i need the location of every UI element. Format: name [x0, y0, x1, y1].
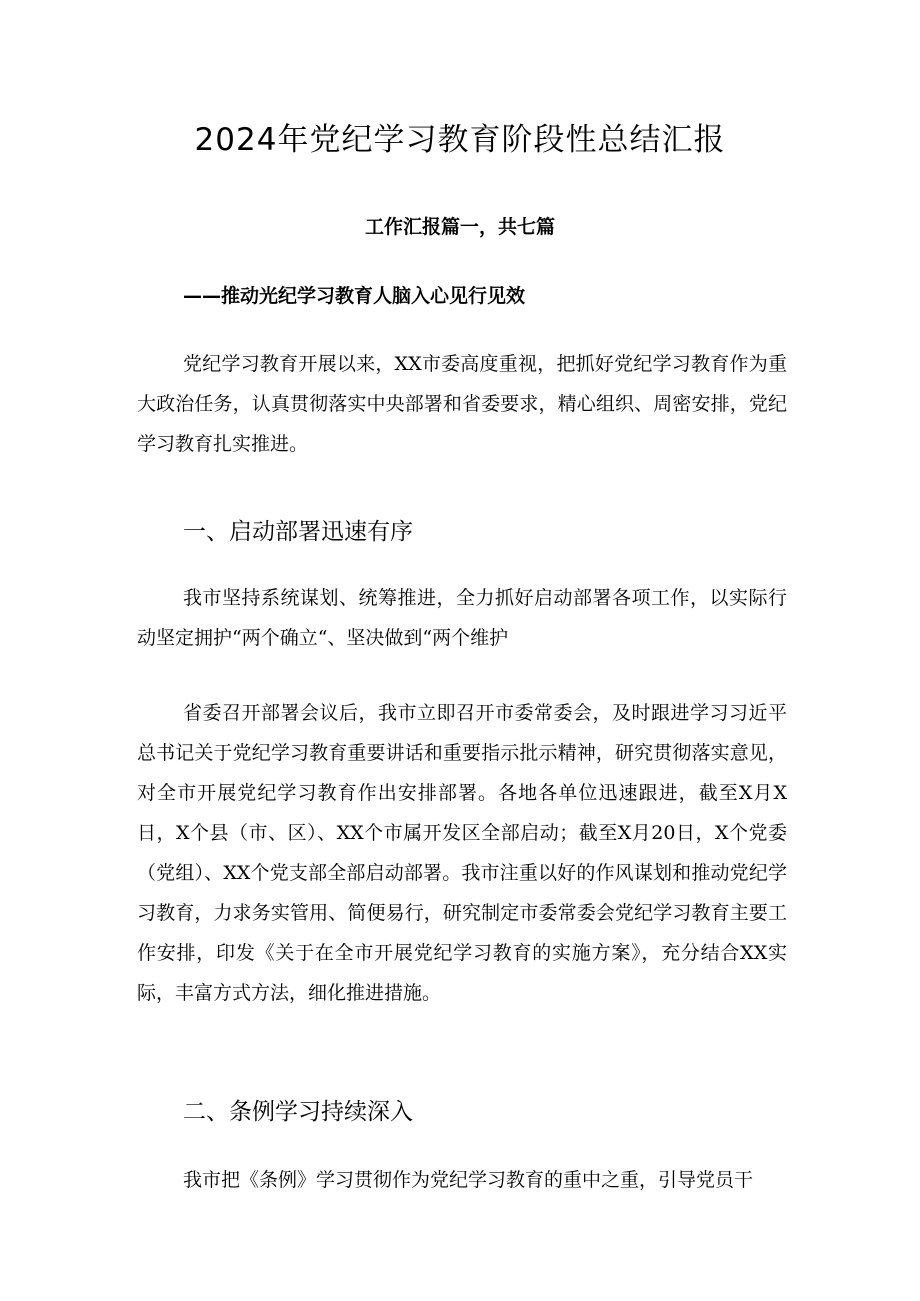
paragraph-section1-b: 省委召开部署会议后，我市立即召开市委常委会，及时跟进学习习近平总书记关于党纪学习教育重要讲话和重要指示批示精神，研究贯彻落实意见，对全市开展党纪学习教育作出安排部署。各地各单位迅速跟进，截至X月X日，X个县（市、区）、XX个市属开发区全部启动；截至X月20日，X个党委（党组）、XX个党支部全部启动部署。我市注重以好的作风谋划和推动党纪学习教育，力求务实管用、简便易行，研究制定市委常委会党纪学习教育主要工作安排，印发《关于在全市开展党纪学习教育的实施方案》，充分结合XX实际，丰富方式方法，细化推进措施。	[137, 702, 787, 1004]
document-tagline: ——推动光纪学习教育人脑入心见行见效	[183, 285, 526, 307]
paragraph-section1-a: 我市坚持系统谋划、统筹推进，全力抓好启动部署各项工作，以实际行动坚定拥护“两个确立“、坚决做到“两个维护	[137, 587, 787, 649]
paragraph-section2-a: 我市把《条例》学习贯彻作为党纪学习教育的重中之重，引导党员干	[183, 1169, 754, 1191]
paragraph-intro: 党纪学习教育开展以来，XX市委高度重视，把抓好党纪学习教育作为重大政治任务，认真贯彻落实中央部署和省委要求，精心组织、周密安排，党纪学习教育扎实推进。	[137, 353, 787, 455]
section-heading-2: 二、条例学习持续深入	[183, 1099, 413, 1125]
document-title: 2024年党纪学习教育阶段性总结汇报	[194, 122, 726, 158]
section-heading-1: 一、启动部署迅速有序	[183, 519, 413, 545]
document-subtitle: 工作汇报篇一，共七篇	[364, 216, 555, 238]
